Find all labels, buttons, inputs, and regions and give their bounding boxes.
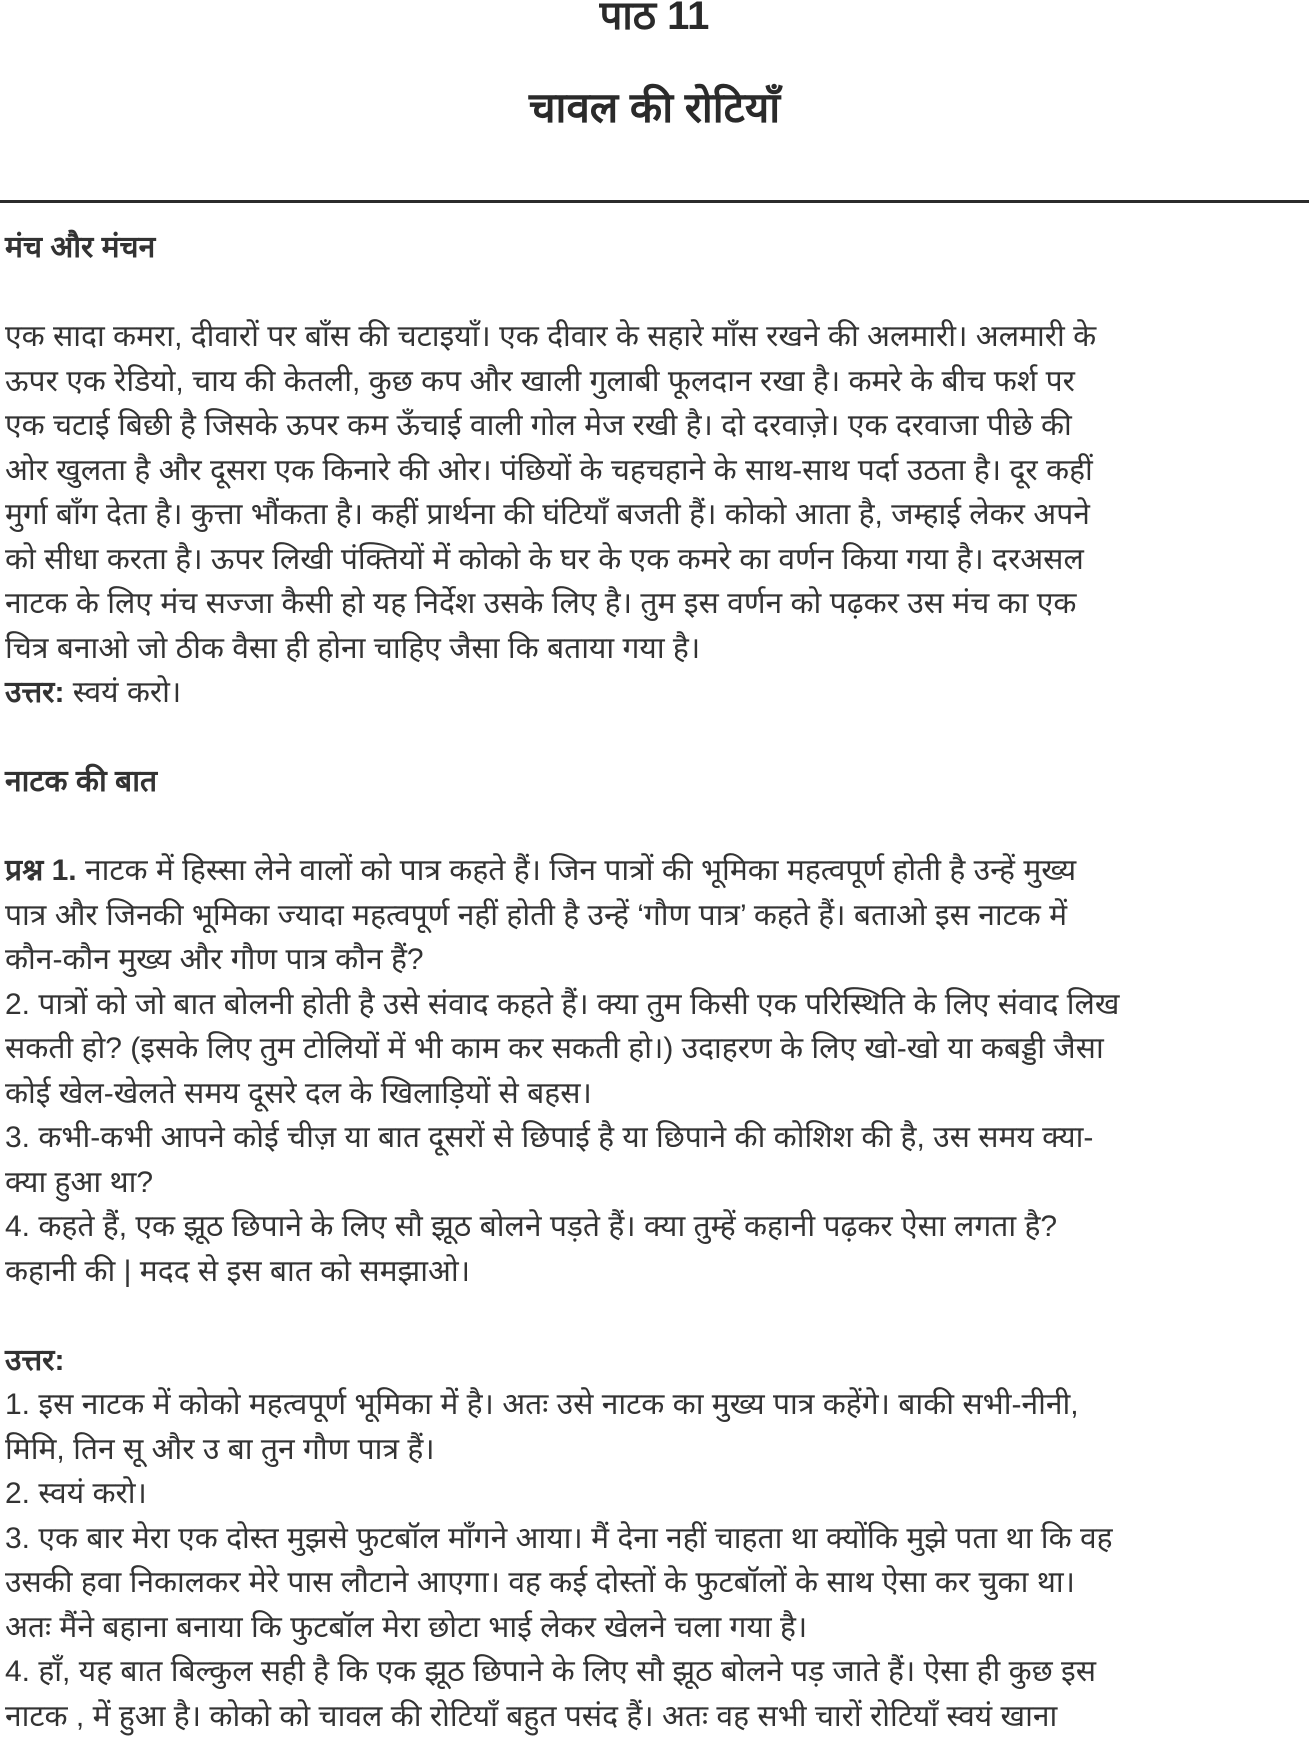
paragraph-line: मुर्गा बाँग देता है। कुत्ता भौंकता है। कहीं प्रार्थना की घंटियाँ बजती हैं। कोको आता है, जम्हाई लेकर अपने — [5, 498, 1090, 531]
spacer — [5, 805, 1305, 850]
lesson-number: पाठ 11 — [599, 0, 710, 38]
question-line — [5, 849, 1305, 894]
question-line: सकती हो? (इसके लिए तुम टोलियों में भी काम कर सकती हो।) उदाहरण के लिए खो-खो या कबड्डी जैसा — [5, 1032, 1104, 1065]
divider — [0, 200, 1309, 203]
answer-text: स्वयं करो। — [64, 676, 182, 709]
paragraph-line: एक चटाई बिछी है जिसके ऊपर कम ऊँचाई वाली गोल मेज रखी है। दो दरवाज़े। एक दरवाजा पीछे की — [5, 409, 1072, 442]
document-body — [5, 226, 1305, 1739]
question-line: कहानी की | मदद से इस बात को समझाओ। — [5, 1254, 471, 1288]
questions — [5, 894, 1305, 1295]
paragraph-line: को सीधा करता है। ऊपर लिखी पंक्तियों में कोको के घर के एक कमरे का वर्णन किया गया है। दरअसल — [5, 542, 1084, 576]
question-line: 4. कहते हैं, एक झूठ छिपाने के लिए सौ झूठ बोलने पड़ते हैं। क्या तुम्हें कहानी पढ़कर ऐसा लगता है? — [5, 1210, 1058, 1243]
question-line: कौन-कौन मुख्य और गौण पात्र कौन हैं? — [5, 943, 424, 976]
question-line: 2. पात्रों को जो बात बोलनी होती है उसे संवाद कहते हैं। क्या तुम किसी एक परिस्थिति के लिए संवाद लिख — [5, 987, 1120, 1021]
stage-description — [5, 315, 1305, 671]
section-heading-drama: नाटक की बात — [5, 765, 158, 798]
question-line: पात्र और जिनकी भूमिका ज्यादा महत्वपूर्ण नहीं होती है उन्हें ‘गौण पात्र’ कहते हैं। बताओ इस नाटक में — [5, 898, 1068, 932]
question-line: क्या हुआ था? — [5, 1165, 154, 1199]
spacer — [5, 716, 1305, 761]
lesson-title: चावल की रोटियाँ — [528, 84, 781, 131]
paragraph-line: ओर खुलता है और दूसरा एक किनारे की ओर। पंछियों के चहचहाने के साथ-साथ पर्दा उठता है। दूर कहीं — [5, 453, 1093, 487]
answer-line: 3. एक बार मेरा एक दोस्त मुझसे फुटबॉल माँगने आया। मैं देना नहीं चाहता था क्योंकि मुझे पता था कि वह — [5, 1521, 1113, 1555]
answer-line: 1. इस नाटक में कोको महत्वपूर्ण भूमिका में है। अतः उसे नाटक का मुख्य पात्र कहेंगे। बाकी सभी-नीनी, — [5, 1388, 1079, 1421]
answer-line: नाटक , में हुआ है। कोको को चावल की रोटियाँ बहुत पसंद हैं। अतः वह सभी चारों रोटियाँ स्वयं खाना — [5, 1699, 1058, 1733]
answer-line: अतः मैंने बहाना बनाया कि फुटबॉल मेरा छोटा भाई लेकर खेलने चला गया है। — [5, 1610, 808, 1644]
paragraph-line: एक सादा कमरा, दीवारों पर बाँस की चटाइयाँ। एक दीवार के सहारे माँस रखने की अलमारी। अलमारी के — [5, 320, 1097, 353]
question-line: कोई खेल-खेलते समय दूसरे दल के खिलाड़ियों से बहस। — [5, 1076, 592, 1110]
answer-line — [5, 671, 1305, 716]
question-line: 3. कभी-कभी आपने कोई चीज़ या बात दूसरों से छिपाई है या छिपाने की कोशिश की है, उस समय क्या- — [5, 1121, 1094, 1154]
question-text: नाटक में हिस्सा लेने वालों को पात्र कहते हैं। जिन पात्रों की भूमिका महत्वपूर्ण होती है उन्हें मुख्य — [76, 854, 1077, 887]
spacer — [5, 271, 1305, 316]
answer-line: 2. स्वयं करो। — [5, 1477, 147, 1510]
answer-line: मिमि, तिन सू और उ बा तुन गौण पात्र हैं। — [5, 1432, 435, 1466]
section-heading-stage: मंच और मंचन — [5, 231, 156, 264]
answer-line: 4. हाँ, यह बात बिल्कुल सही है कि एक झूठ छिपाने के लिए सौ झूठ बोलने पड़ जाते हैं। ऐसा ही कुछ इस — [5, 1655, 1097, 1688]
answers-label: उत्तर: — [5, 1343, 65, 1377]
paragraph-line: चित्र बनाओ जो ठीक वैसा ही होना चाहिए जैसा कि बताया गया है। — [5, 631, 701, 665]
answer-line: उसकी हवा निकालकर मेरे पास लौटाने आएगा। वह कई दोस्तों के फुटबॉलों के साथ ऐसा कर चुका था। — [5, 1566, 1076, 1599]
answers — [5, 1383, 1305, 1739]
paragraph-line: नाटक के लिए मंच सज्जा कैसी हो यह निर्देश उसके लिए है। तुम इस वर्णन को पढ़कर उस मंच का एक — [5, 587, 1077, 620]
question-label: प्रश्न 1. — [5, 854, 77, 887]
spacer — [5, 1294, 1305, 1339]
paragraph-line: ऊपर एक रेडियो, चाय की केतली, कुछ कप और खाली गुलाबी फूलदान रखा है। कमरे के बीच फर्श पर — [5, 364, 1075, 398]
answer-label: उत्तर: — [5, 676, 65, 709]
